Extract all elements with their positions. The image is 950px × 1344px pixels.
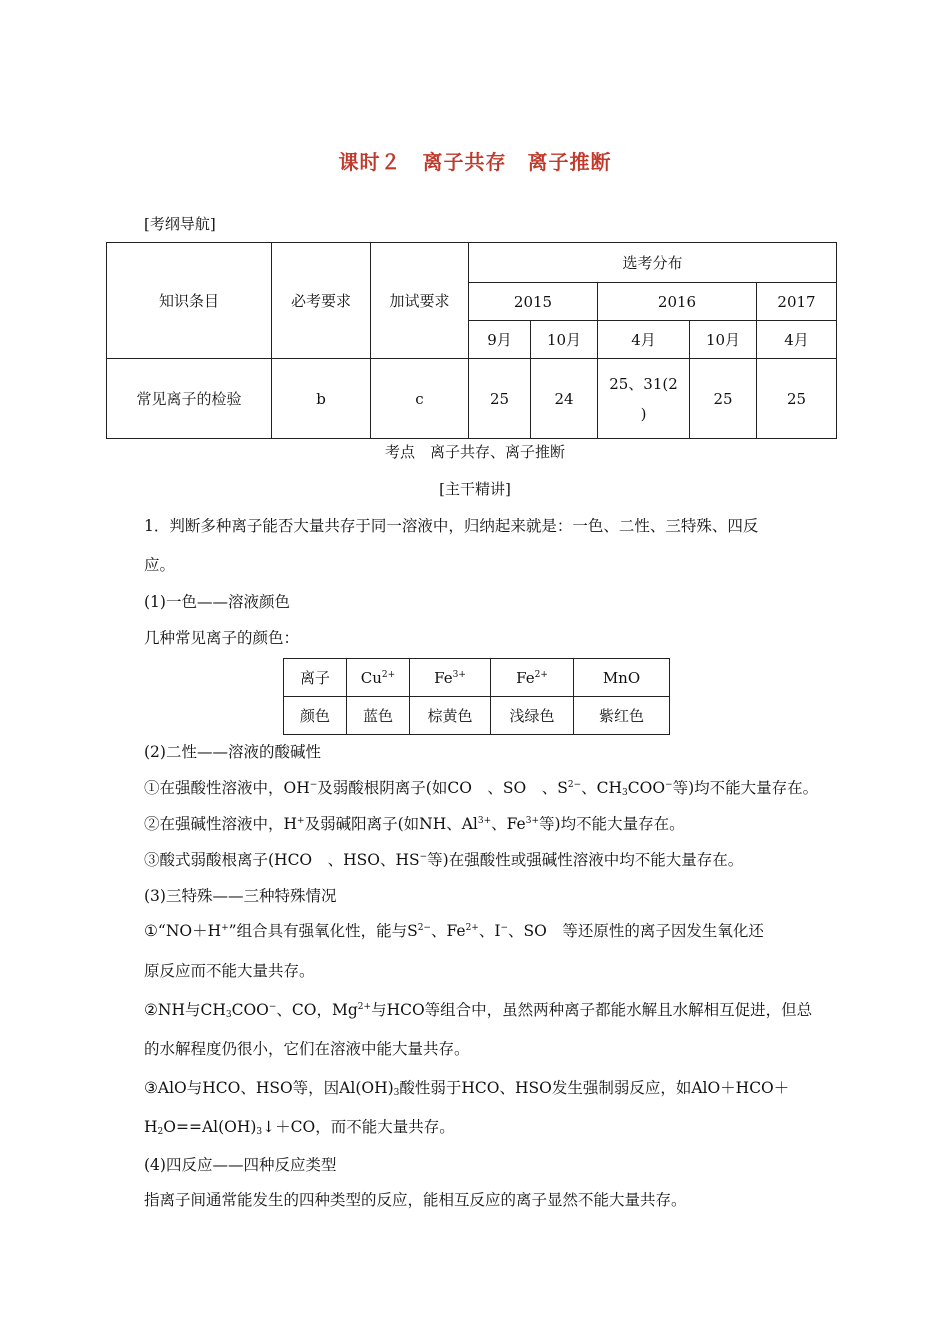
year-2016: 2016 — [598, 283, 757, 321]
header-distribution: 选考分布 — [469, 243, 837, 283]
paragraph-1-line1: 1．判断多种离子能否大量共存于同一溶液中，归纳起来就是：一色、二性、三特殊、四反 — [144, 517, 759, 535]
year-2015: 2015 — [469, 283, 598, 321]
ion-fe2: $Fe^{2+}$ — [491, 659, 574, 697]
section-4-desc: 指离子间通常能发生的四种类型的反应，能相互反应的离子显然不能大量共存。 — [144, 1191, 687, 1209]
header-required: 必考要求 — [272, 243, 371, 359]
row-value: 25 — [757, 359, 837, 439]
special-2-line1: ②NH与$CH_3COO^-$、CO，$Mg^{2+}$与HCO等组合中，虽然两种离子都能水解且水解相互促进，但总 — [144, 1001, 813, 1020]
month-cell: 10月 — [531, 321, 598, 359]
color-blue: 蓝色 — [347, 697, 410, 735]
color-light-green: 浅绿色 — [491, 697, 574, 735]
year-2017: 2017 — [757, 283, 837, 321]
row-extra: c — [371, 359, 469, 439]
rule-base: ②在强碱性溶液中，H+及弱碱阳离子(如NH、$Al^{3+}$、$Fe^{3+}$等)均不能大量存在。 — [144, 815, 685, 833]
month-cell: 9月 — [469, 321, 531, 359]
rule-acid: ①在强酸性溶液中，OH−及弱酸根阴离子(如CO 、SO 、$S^{2-}$、$CH_3COO^-$等)均不能大量存在。 — [144, 779, 819, 798]
month-cell: 4月 — [757, 321, 837, 359]
section-1-heading: (1)一色——溶液颜色 — [144, 593, 290, 611]
header-extra: 加试要求 — [371, 243, 469, 359]
header-knowledge: 知识条目 — [107, 243, 272, 359]
section-4-heading: (4)四反应——四种反应类型 — [144, 1156, 337, 1174]
row-item: 常见离子的检验 — [107, 359, 272, 439]
row-value-line1: 25、31(2 — [609, 374, 678, 393]
nav-heading: [考纲导航] — [144, 215, 216, 233]
syllabus-table — [106, 242, 837, 439]
section-2-heading: (2)二性——溶液的酸碱性 — [144, 743, 321, 761]
color-header: 颜色 — [284, 697, 347, 735]
section-3-heading: (3)三特殊——三种特殊情况 — [144, 887, 337, 905]
ion-color-table — [283, 658, 670, 735]
special-3-line2: $H_2O==Al(OH)_3↓+CO$，而不能大量共存。 — [144, 1118, 455, 1137]
section-1-desc: 几种常见离子的颜色： — [144, 629, 300, 647]
row-value — [598, 359, 690, 439]
ion-fe3: $Fe^{3+}$ — [410, 659, 491, 697]
special-2-line2: 的水解程度仍很小，它们在溶液中能大量共存。 — [144, 1040, 470, 1058]
special-3-line1: ③AlO与HCO、HSO等，因$Al(OH)_3$酸性弱于HCO、HSO发生强制弱反应，如AlO＋HCO＋ — [144, 1079, 790, 1098]
ion-mno: MnO — [574, 659, 670, 697]
month-cell: 4月 — [598, 321, 690, 359]
ion-cu: $Cu^{2+}$ — [347, 659, 410, 697]
month-cell: 10月 — [690, 321, 757, 359]
row-value: 24 — [531, 359, 598, 439]
row-value: 25 — [690, 359, 757, 439]
row-value-line2: ) — [640, 404, 647, 423]
row-value: 25 — [469, 359, 531, 439]
page-title: 课时２ 离子共存 离子推断 — [338, 150, 612, 174]
color-brown-yellow: 棕黄色 — [410, 697, 491, 735]
rule-acid-salt: ③酸式弱酸根离子(HCO 、HSO、HS−等)在强酸性或强碱性溶液中均不能大量存在。 — [144, 851, 744, 869]
special-1-line2: 原反应而不能大量共存。 — [144, 962, 315, 980]
sub-heading: [主干精讲] — [439, 480, 511, 498]
color-purple-red: 紫红色 — [574, 697, 670, 735]
section-title: 考点 离子共存、离子推断 — [384, 443, 565, 461]
paragraph-1-line2: 应。 — [144, 556, 176, 574]
ion-header: 离子 — [284, 659, 347, 697]
special-1-line1: ①“NO＋H+”组合具有强氧化性，能与$S^{2-}$、$Fe^{2+}$、I−、SO 等还原性的离子因发生氧化还 — [144, 922, 764, 940]
row-required: b — [272, 359, 371, 439]
